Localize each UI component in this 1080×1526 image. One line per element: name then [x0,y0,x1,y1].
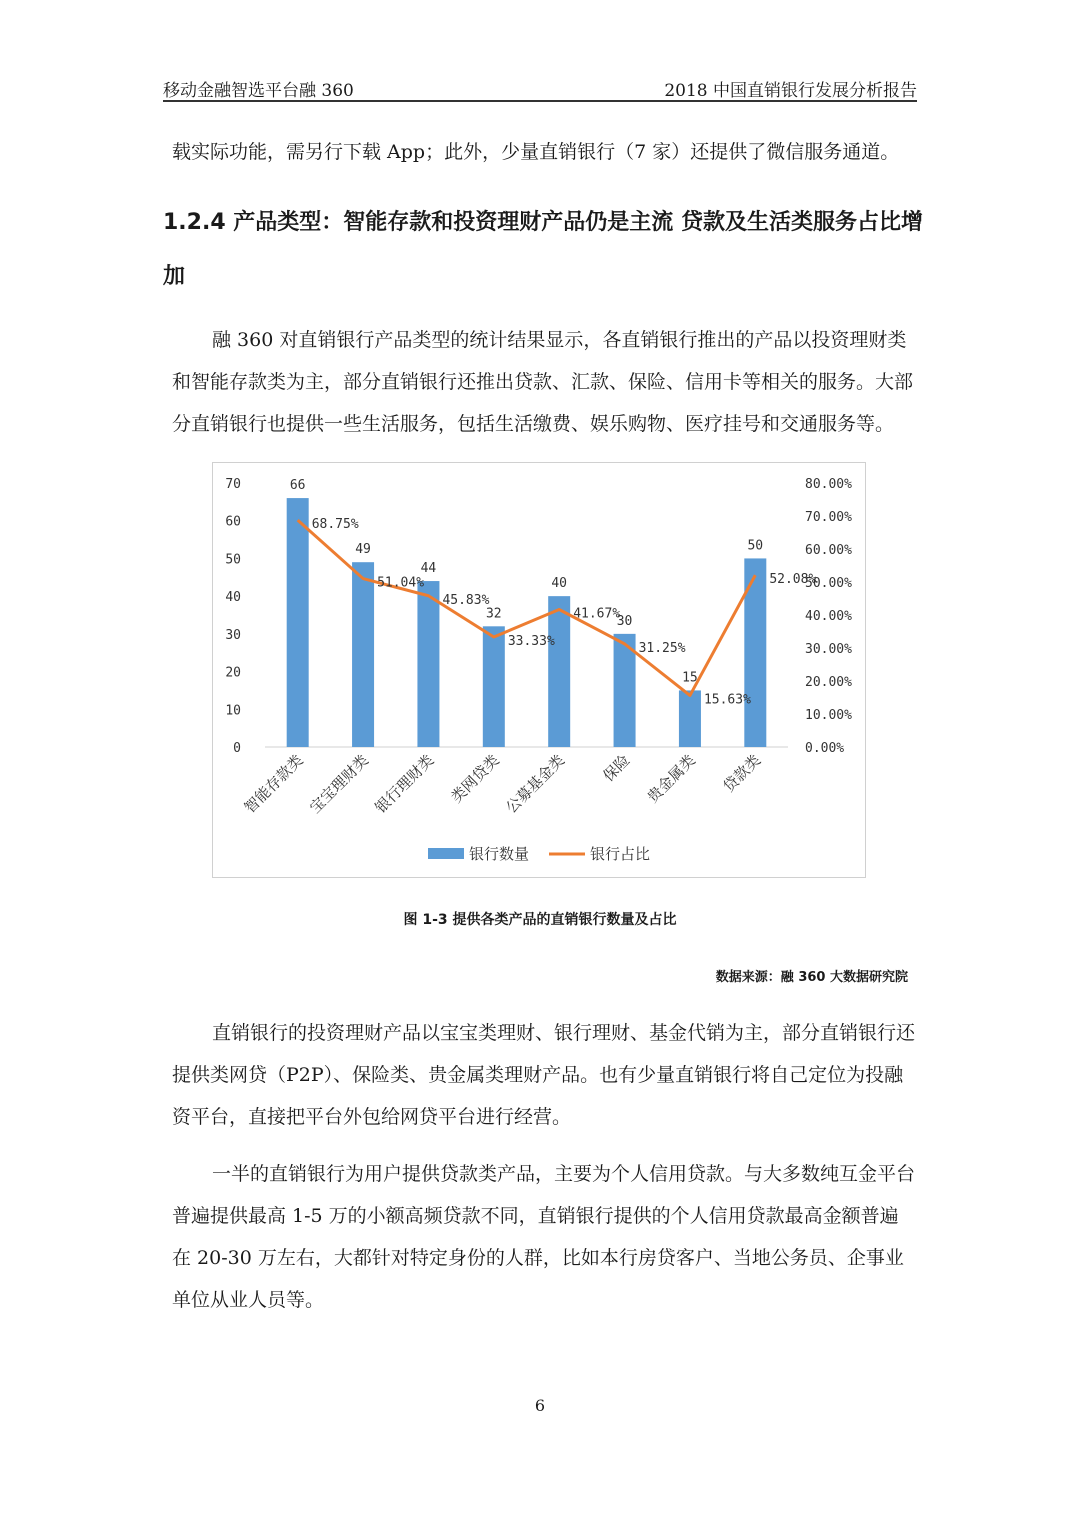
bar [548,596,570,747]
category-label: 贵金属类 [643,751,699,807]
paragraph-2 [172,1012,917,1138]
paragraph-3-text: 一半的直销银行为用户提供贷款类产品，主要为个人信用贷款。与大多数纯互金平台普遍提供最高 1-5 万的小额高频贷款不同，直销银行提供的个人信用贷款最高金额普遍在 20-30 万左右，大都针对特定身份的人群，比如本行房贷客户、当地公务员、企事业单位从业人员等。 [172,1163,916,1311]
bar-data-label: 15 [682,670,698,686]
bar-data-label: 44 [420,561,437,577]
right-axis-tick-label: 20.00% [805,675,852,690]
left-axis-tick-label: 0 [233,741,241,756]
bar-data-label: 66 [289,478,306,494]
right-axis-tick-label: 40.00% [805,609,852,624]
line-data-label: 51.04% [377,575,425,591]
left-axis-tick-label: 20 [225,665,241,681]
category-label: 保险 [599,751,634,786]
bar [417,581,439,747]
right-axis-tick-label: 70.00% [805,510,852,525]
line-data-label: 41.67% [573,606,621,622]
paragraph-2-text: 直销银行的投资理财产品以宝宝类理财、银行理财、基金代销为主，部分直销银行还提供类网贷（P2P）、保险类、贵金属类理财产品。也有少量直销银行将自己定位为投融资平台，直接把平台外包给网贷平台进行经营。 [172,1022,916,1128]
category-label: 贷款类 [719,751,765,796]
bar-data-label: 50 [747,538,764,554]
left-axis-tick-label: 40 [225,590,241,606]
category-label: 公募基金类 [502,751,569,817]
header-left-title: 移动金融智选平台融 360 [163,81,354,101]
category-label: 银行理财类 [371,751,438,817]
left-axis-tick-label: 50 [225,552,241,568]
paragraph-3 [172,1153,917,1321]
category-label: 宝宝理财类 [306,751,372,817]
combo-chart [213,463,865,877]
right-axis-tick-label: 80.00% [805,477,852,492]
paragraph-1 [172,319,917,445]
line-data-label: 52.08% [769,572,817,588]
line-data-label: 68.75% [311,517,359,533]
line-data-label: 15.63% [703,692,751,708]
left-axis-tick-label: 30 [225,627,241,643]
line-data-label: 31.25% [638,640,686,656]
right-axis-tick-label: 30.00% [805,642,852,657]
right-axis-tick-label: 0.00% [805,741,845,756]
header-right-title: 2018 中国直销银行发展分析报告 [664,81,917,101]
bar [352,562,374,747]
left-axis-tick-label: 10 [225,703,241,719]
bar [483,626,505,747]
page-header [163,72,917,102]
right-axis-tick-label: 50.00% [805,576,852,591]
legend-line-label: 银行占比 [590,845,651,863]
intro-line: 载实际功能，需另行下载 App；此外，少量直销银行（7 家）还提供了微信服务通道。 [172,141,900,163]
figure-caption: 图 1-3 提供各类产品的直销银行数量及占比 [403,912,677,928]
bar-data-label: 30 [616,613,633,629]
legend-bar-swatch [428,848,464,859]
data-source: 数据来源：融 360 大数据研究院 [715,970,908,985]
left-axis-tick-label: 70 [225,477,241,492]
paragraph-1-text: 融 360 对直销银行产品类型的统计结果显示，各直销银行推出的产品以投资理财类和智能存款类为主，部分直销银行还推出贷款、汇款、保险、信用卡等相关的服务。大部分直销银行也提供一些生活服务，包括生活缴费、娱乐购物、医疗挂号和交通服务等。 [172,329,914,435]
bar [679,690,701,747]
left-axis-tick-label: 60 [225,514,241,530]
chart-container [212,462,866,878]
right-axis-tick-label: 10.00% [805,708,852,723]
bar-data-label: 32 [485,606,502,622]
bar-data-label: 40 [551,576,568,592]
category-label: 智能存款类 [240,751,307,817]
section-heading: 1.2.4 产品类型：智能存款和投资理财产品仍是主流 贷款及生活类服务占比增加 [163,210,923,289]
bar [287,498,309,747]
category-label: 类网贷类 [447,751,503,807]
page-number: 6 [534,1396,546,1415]
legend-bar-label: 银行数量 [469,845,530,863]
bar-data-label: 49 [355,542,371,558]
line-data-label: 45.83% [442,592,490,608]
right-axis-tick-label: 60.00% [805,543,852,558]
line-data-label: 33.33% [507,634,555,650]
